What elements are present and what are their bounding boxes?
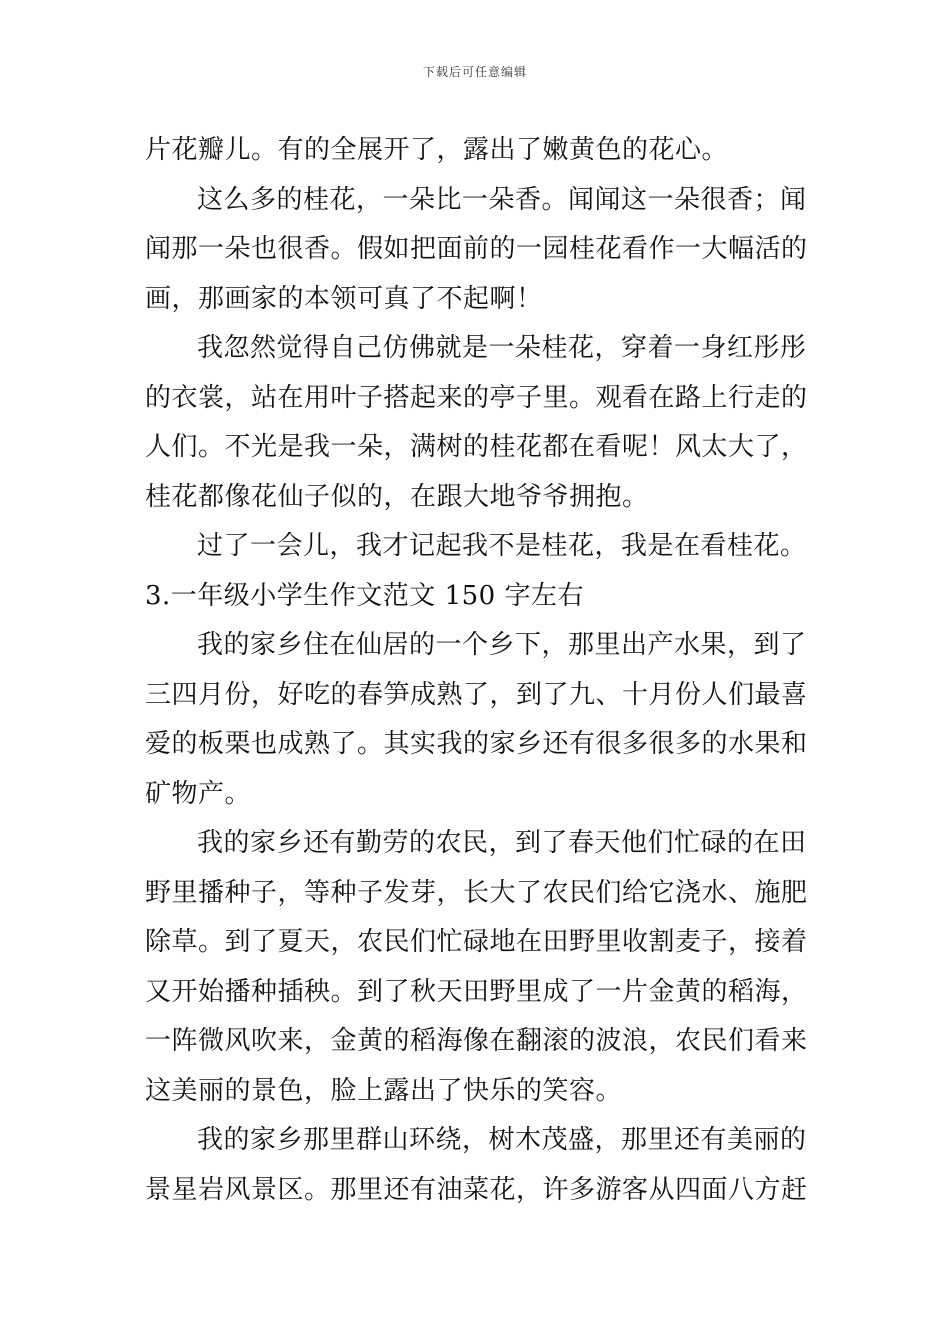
- text-line: 画，那画家的本领可真了不起啊！: [145, 283, 543, 314]
- text-line: 我的家乡住在仙居的一个乡下，那里出产水果，到了: [197, 630, 807, 660]
- text-line: 野里播种子，等种子发芽，长大了农民们给它浇水、施肥: [145, 877, 808, 908]
- body-text: [145, 126, 815, 1215]
- text-line: 又开始播种插秧。到了秋天田野里成了一片金黄的稻海，: [145, 976, 808, 1007]
- text-line: 人们。不光是我一朵，满树的桂花都在看呢！风太大了，: [145, 432, 808, 462]
- text-line: 我忽然觉得自己仿佛就是一朵桂花，穿着一身红彤彤: [197, 333, 807, 363]
- text-line: 除草。到了夏天，农民们忙碌地在田野里收割麦子，接着: [145, 927, 808, 957]
- text-line: 片花瓣儿。有的全展开了，露出了嫩黄色的花心。: [145, 135, 729, 165]
- text-line: 这美丽的景色，脸上露出了快乐的笑容。: [145, 1075, 623, 1106]
- text-line: 矿物产。: [145, 778, 252, 809]
- text-line: 过了一会儿，我才记起我不是桂花，我是在看桂花。: [197, 531, 807, 561]
- text-line: 一阵微风吹来，金黄的稻海像在翻滚的波浪，农民们看来: [145, 1026, 808, 1056]
- text-line: 这么多的桂花，一朵比一朵香。闻闻这一朵很香；闻: [197, 184, 807, 215]
- text-line: 我的家乡那里群山环绕，树木茂盛，那里还有美丽的: [197, 1125, 807, 1155]
- text-line: 桂花都像花仙子似的，在跟大地爷爷拥抱。: [145, 481, 649, 512]
- text-line: 的衣裳，站在用叶子搭起来的亭子里。观看在路上行走的: [145, 382, 808, 413]
- text-line: 爱的板栗也成熟了。其实我的家乡还有很多很多的水果和: [145, 729, 808, 759]
- text-line: 三四月份，好吃的春笋成熟了，到了九、十月份人们最喜: [145, 679, 808, 710]
- text-line: 景星岩风景区。那里还有油菜花，许多游客从四面八方赶: [145, 1174, 808, 1205]
- text-line: 3.一年级小学生作文范文 150 字左右: [145, 580, 584, 611]
- text-line: 闻那一朵也很香。假如把面前的一园桂花看作一大幅活的: [145, 234, 808, 264]
- text-line: 我的家乡还有勤劳的农民，到了春天他们忙碌的在田: [197, 828, 807, 858]
- page-header: 下载后可任意编辑: [422, 65, 527, 79]
